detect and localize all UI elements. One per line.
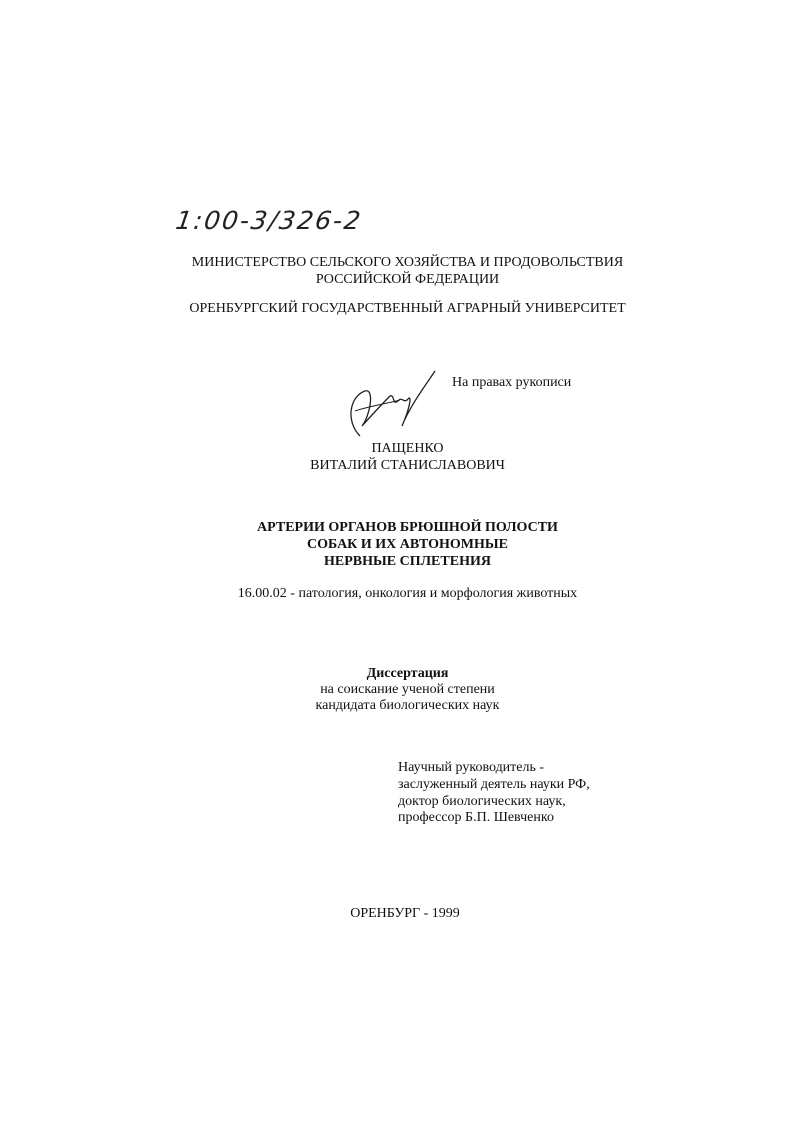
manuscript-rights: На правах рукописи <box>452 375 572 390</box>
title-line-2: СОБАК И ИХ АВТОНОМНЫЕ <box>307 537 508 552</box>
degree-line-3: кандидата биологических наук <box>315 698 500 713</box>
supervisor-line-2: заслуженный деятель науки РФ, <box>398 777 590 792</box>
degree-line-2: на соискание ученой степени <box>320 682 495 697</box>
title-line-3: НЕРВНЫЕ СПЛЕТЕНИЯ <box>324 554 491 569</box>
handwritten-archive-number: 1:00-3/326-2 <box>173 206 365 235</box>
author-surname: ПАЩЕНКО <box>371 441 444 456</box>
degree-type: Диссертация <box>366 666 449 681</box>
supervisor-line-3: доктор биологических наук, <box>398 794 566 809</box>
ministry-line-2: РОССИЙСКОЙ ФЕДЕРАЦИИ <box>315 272 500 287</box>
supervisor-line-4: профессор Б.П. Шевченко <box>398 810 554 825</box>
ministry-line-1: МИНИСТЕРСТВО СЕЛЬСКОГО ХОЗЯЙСТВА И ПРОДОВОЛЬСТВИЯ <box>191 255 624 270</box>
signature <box>340 366 440 446</box>
place-year: ОРЕНБУРГ - 1999 <box>350 906 460 921</box>
author-name: ВИТАЛИЙ СТАНИСЛАВОВИЧ <box>310 458 505 473</box>
specialty: 16.00.02 - патология, онкология и морфология животных <box>237 586 578 601</box>
university-name: ОРЕНБУРГСКИЙ ГОСУДАРСТВЕННЫЙ АГРАРНЫЙ УНИВЕРСИТЕТ <box>189 301 626 316</box>
supervisor-line-1: Научный руководитель - <box>398 760 545 775</box>
title-line-1: АРТЕРИИ ОРГАНОВ БРЮШНОЙ ПОЛОСТИ <box>257 520 558 535</box>
